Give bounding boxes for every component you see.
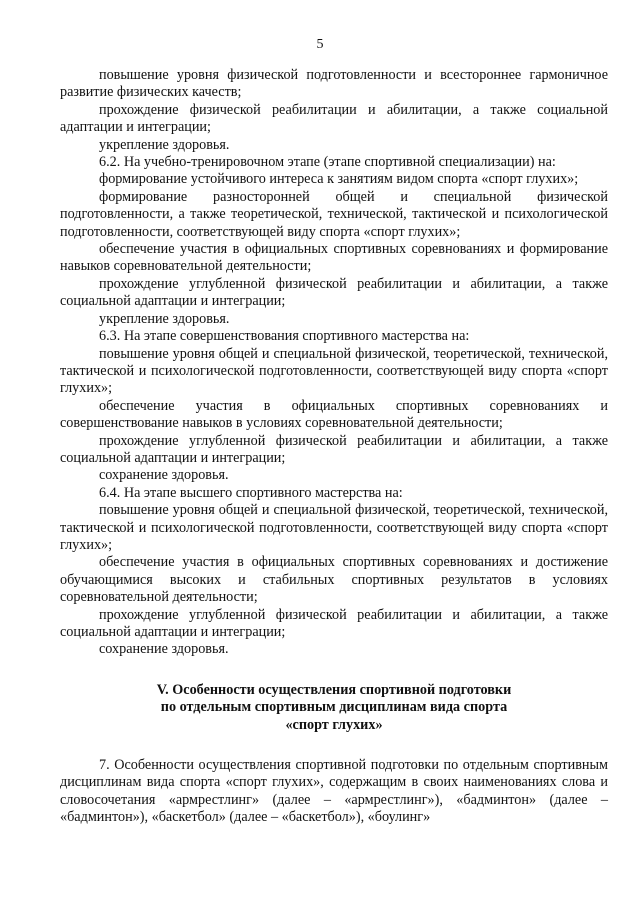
paragraph: 6.4. На этапе высшего спортивного мастерства на: [99,484,403,501]
paragraph: 6.3. На этапе совершенствования спортивного мастерства на: [99,328,470,345]
paragraph: повышение уровня общей и специальной физической, теоретической, технической, тактической и психологической подготовленности, соответствующей виду спорта «спорт глухих»; [60,502,608,553]
paragraph: укрепление здоровья. [99,310,230,327]
paragraph: прохождение физической реабилитации и абилитации, а также социальной адаптации и интеграции; [60,101,608,136]
paragraph: сохранение здоровья. [99,467,229,484]
paragraph: повышение уровня общей и специальной физической, теоретической, технической, тактической и психологической подготовленности, соответствующей виду спорта «спорт глухих»; [60,345,608,397]
section-heading [60,682,608,734]
paragraph: 6.2. На учебно-тренировочном этапе (этапе спортивной специализации) на: [99,154,556,171]
paragraph: обеспечение участия в официальных спортивных соревнованиях и формирование навыков соревновательной деятельности; [60,241,608,275]
paragraph: формирование устойчивого интереса к занятиям видом спорта «спорт глухих»; [99,171,579,188]
document-body [60,67,608,827]
paragraph: сохранение здоровья. [99,641,229,658]
page-number: 5 [316,37,324,52]
paragraph: обеспечение участия в официальных спортивных соревнованиях и совершенствование навыков в условиях соревновательной деятельности; [60,397,608,432]
paragraph: обеспечение участия в официальных спортивных соревнованиях и достижение обучающимися высоких и стабильных спортивных результатов в условиях соревновательной деятельности; [60,554,608,606]
paragraph: повышение уровня физической подготовленности и всестороннее гармоничное развитие физических качеств; [60,67,608,101]
paragraph: прохождение углубленной физической реабилитации и абилитации, а также социальной адаптации и интеграции; [60,275,608,310]
paragraph: укрепление здоровья. [99,136,230,153]
section-heading-line: по отдельным спортивным дисциплинам вида спорта [160,699,508,716]
paragraph: формирование разносторонней общей и специальной физической подготовленности, а также теоретической, технической, тактической и психологической подготовленности, соответствующей виду спорта «спорт глухих»; [60,188,608,240]
section-heading-line: V. Особенности осуществления спортивной подготовки [156,681,512,698]
paragraph: прохождение углубленной физической реабилитации и абилитации, а также социальной адаптации и интеграции; [60,432,608,466]
section-heading-line: «спорт глухих» [285,716,383,733]
paragraph: прохождение углубленной физической реабилитации и абилитации, а также социальной адаптации и интеграции; [60,606,608,640]
paragraph: 7. Особенности осуществления спортивной подготовки по отдельным спортивным дисциплинам вида спорта «спорт глухих», содержащим в своих наименованиях слова и словосочетания «армрестлинг» (далее – «армрестлинг»), «бадминтон» (далее – «бадминтон»), «баскетбол» (далее – «баскетбол»), «боулинг» [60,757,608,826]
